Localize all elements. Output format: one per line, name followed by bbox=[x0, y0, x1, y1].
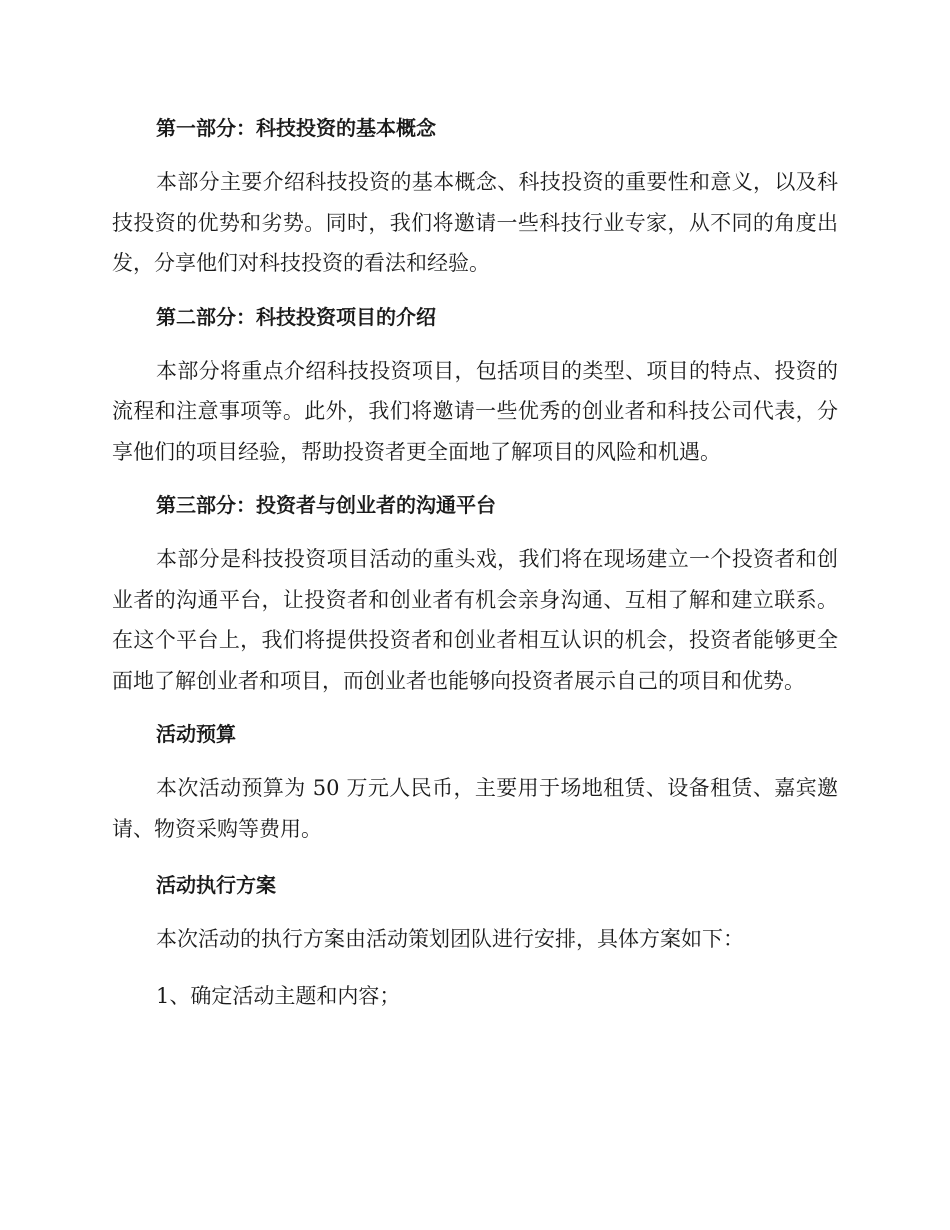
execution-intro: 本次活动的执行方案由活动策划团队进行安排，具体方案如下： bbox=[156, 927, 744, 951]
section-1-heading: 第一部分：科技投资的基本概念 bbox=[156, 116, 436, 140]
document-page bbox=[112, 108, 838, 1032]
section-3-heading: 第三部分：投资者与创业者的沟通平台 bbox=[156, 493, 496, 517]
section-3-body: 本部分是科技投资项目活动的重头戏，我们将在现场建立一个投资者和创业者的沟通平台，让投资者和创业者有机会亲身沟通、互相了解和建立联系。在这个平台上，我们将提供投资者和创业者相互认识的机会，投资者能够更全面地了解创业者和项目，而创业者也能够向投资者展示自己的项目和优势。 bbox=[112, 547, 838, 693]
budget-heading: 活动预算 bbox=[156, 722, 236, 746]
execution-heading: 活动执行方案 bbox=[156, 873, 276, 897]
section-2-heading: 第二部分：科技投资项目的介绍 bbox=[156, 304, 436, 329]
execution-item-1: 1、确定活动主题和内容； bbox=[156, 983, 401, 1008]
section-2-body: 本部分将重点介绍科技投资项目，包括项目的类型、项目的特点、投资的流程和注意事项等。此外，我们将邀请一些优秀的创业者和科技公司代表，分享他们的项目经验，帮助投资者更全面地了解项目的风险和机遇。 bbox=[112, 358, 838, 464]
budget-body: 本次活动预算为 50 万元人民币，主要用于场地租赁、设备租赁、嘉宾邀请、物资采购等费用。 bbox=[112, 776, 838, 841]
section-1-body: 本部分主要介绍科技投资的基本概念、科技投资的重要性和意义，以及科技投资的优势和劣势。同时，我们将邀请一些科技行业专家，从不同的角度出发，分享他们对科技投资的看法和经验。 bbox=[112, 170, 838, 275]
